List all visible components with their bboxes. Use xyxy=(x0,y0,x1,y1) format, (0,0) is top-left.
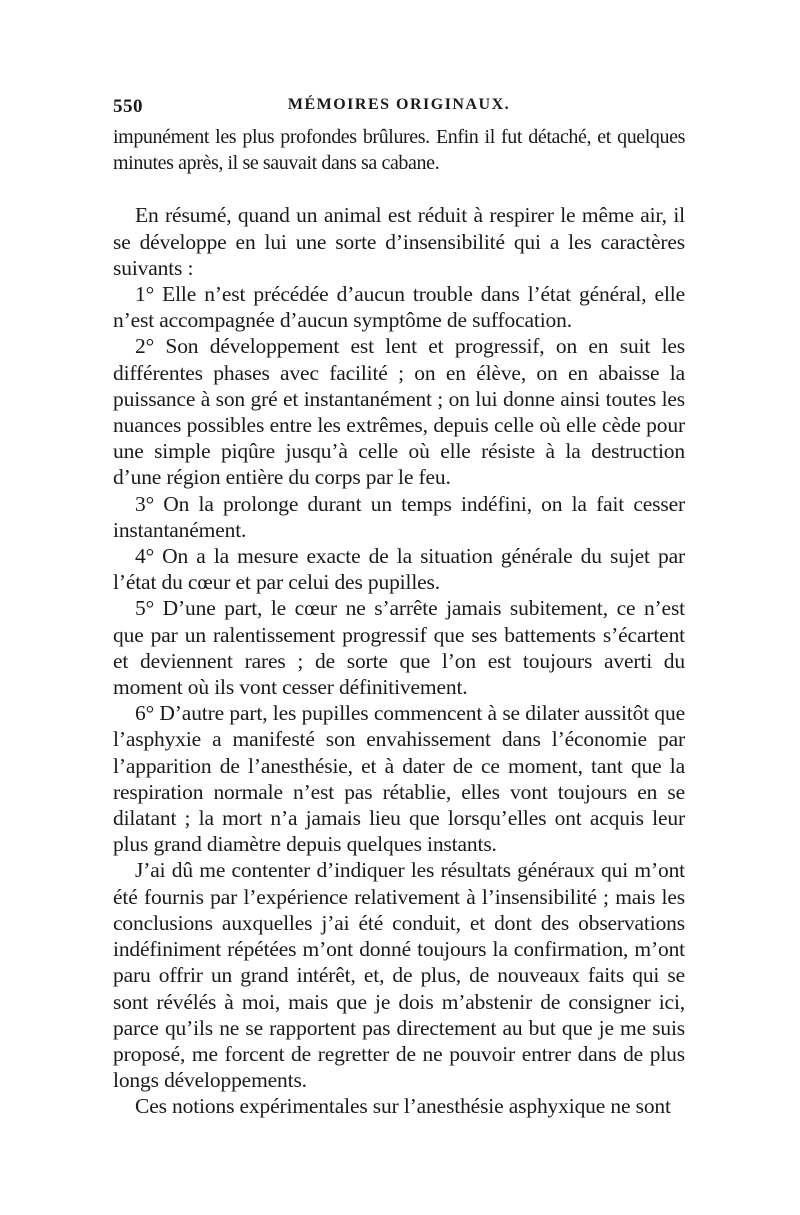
list-item-5: 5° D’une part, le cœur ne s’arrête jamais subitement, ce n’est que par un ralentissement progressif que ses battements s’écartent et deviennent rares ; de sorte que l’on est toujours averti du moment où ils vont cesser définitivement. xyxy=(113,596,685,700)
list-item-3: 3° On la prolonge durant un temps indéfini, on la fait cesser instantanément. xyxy=(113,491,685,542)
book-page xyxy=(113,96,685,1120)
list-item-1: 1° Elle n’est précédée d’aucun trouble dans l’état général, elle n’est accompagnée d’aucun symptôme de suffocation. xyxy=(113,282,685,333)
running-title: MÉMOIRES ORIGINAUX. xyxy=(287,96,511,113)
running-header xyxy=(113,96,685,124)
body-text xyxy=(113,124,685,1120)
paragraph-summary: En résumé, quand un animal est réduit à respirer le même air, il se développe en lui une sorte d’insensibilité qui a les caractères suivants : xyxy=(113,203,685,280)
paragraph-continuation: impunément les plus profondes brûlures. Enfin il fut détaché, et quelques minutes après, il se sauvait dans sa cabane. xyxy=(113,126,685,175)
paragraph-final: Ces notions expérimentales sur l’anesthésie asphyxique ne sont xyxy=(135,1094,671,1119)
list-item-6: 6° D’autre part, les pupilles commencent à se dilater aussitôt que l’asphyxie a manifesté son envahissement dans l’économie par l’apparition de l’anesthésie, et à dater de ce moment, tant que la respiration normale n’est pas rétablie, elles vont toujours en se dilatant ; la mort n’a jamais lieu que lorsqu’elles ont acquis leur plus grand diamètre depuis quelques instants. xyxy=(113,701,685,857)
page-number: 550 xyxy=(113,96,143,117)
paragraph-conclusion: J’ai dû me contenter d’indiquer les résultats généraux qui m’ont été fournis par l’expérience relativement à l’insensibilité ; mais les conclusions auxquelles j’ai été conduit, et dont des observations indéfiniment répétées m’ont donné toujours la confirmation, m’ont paru offrir un grand intérêt, et, de plus, de nouveaux faits qui se sont révélés à moi, mais que je dois m’abstenir de consigner ici, parce qu’ils ne se rapportent pas directement au but que je me suis proposé, me forcent de regretter de ne pouvoir entrer dans de plus longs développements. xyxy=(113,858,685,1093)
list-item-2: 2° Son développement est lent et progressif, on en suit les différentes phases avec facilité ; on en élève, on en abaisse la puissance à son gré et instantanément ; on lui donne ainsi toutes les nuances possibles entre les extrêmes, depuis celle où elle cède pour une simple piqûre jusqu’à celle où elle résiste à la destruction d’une région entière du corps par le feu. xyxy=(113,334,685,490)
list-item-4: 4° On a la mesure exacte de la situation générale du sujet par l’état du cœur et par celui des pupilles. xyxy=(113,544,685,595)
